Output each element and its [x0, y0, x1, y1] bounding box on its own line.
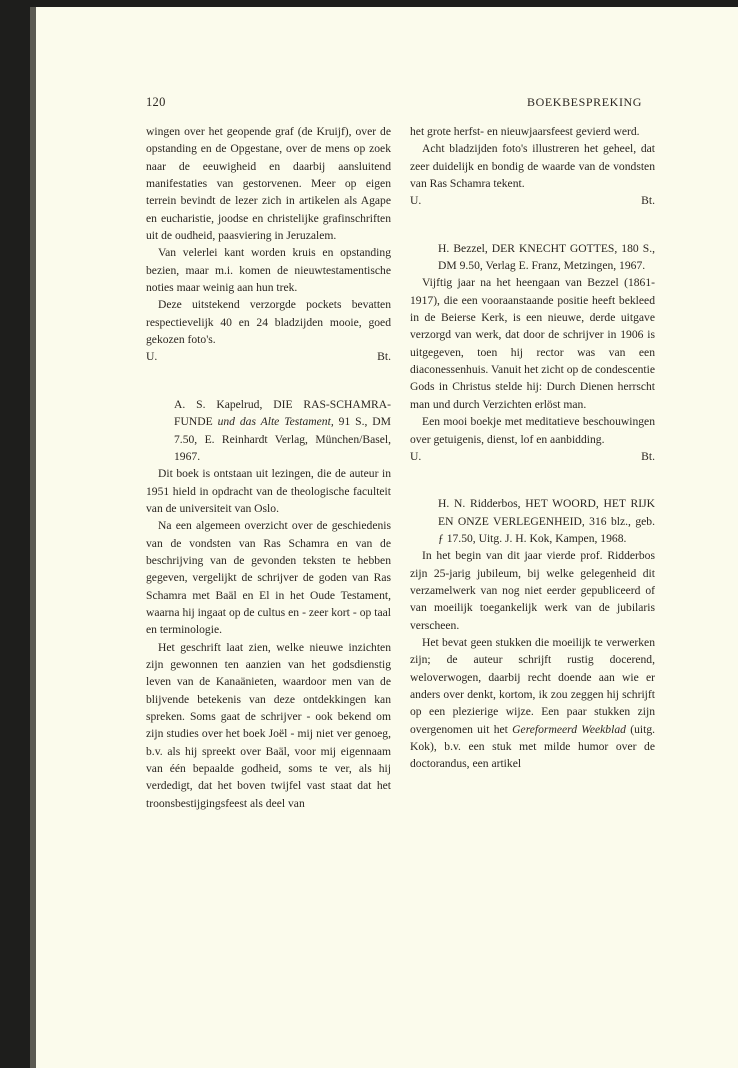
page-number: 120 [146, 95, 166, 109]
review1-paragraph-2: Van velerlei kant worden kruis en opstanding bezien, maar m.i. komen de nieuwtestamentische noties maar weinig aan hun trek. [146, 246, 391, 295]
right-column [410, 123, 655, 773]
review3-signature [410, 448, 655, 465]
review2-citation-details: 91 S., DM 7.50, E. Reinhardt Verlag, München/Basel, 1967. [174, 415, 391, 463]
scan-border-top [0, 0, 738, 7]
review1-sig-author: Bt. [377, 350, 391, 364]
review2-paragraph-2: Na een algemeen overzicht over de geschiedenis van de vondsten van Ras Schamra en van de beschrijving van de gevonden teksten te hebben gegeven, vergelijkt de schrijver de goden van Ras Schamra met Baäl en El in het Oude Testament, waarna hij ingaat op de cultus en - zeer kort - op taal en terminologie. [146, 519, 391, 637]
review2-citation [146, 396, 391, 465]
review4-citation: H. N. Ridderbos, HET WOORD, HET RIJK EN ONZE VERLEGENHEID, 316 blz., geb. ƒ 17.50, Uitg. J. H. Kok, Kampen, 1968. [438, 497, 655, 545]
review1-paragraph-3: Deze uitstekend verzorgde pockets bevatten respectievelijk 40 en 24 bladzijden mooie, goed gekozen foto's. [146, 298, 391, 347]
review3-citation: H. Bezzel, DER KNECHT GOTTES, 180 S., DM 9.50, Verlag E. Franz, Metzingen, 1967. [438, 241, 655, 273]
review4-periodical-title: Gereformeerd Weekblad [512, 722, 626, 736]
review3-sig-initial: U. [410, 449, 422, 463]
review1-signature [146, 348, 391, 365]
review4-paragraph-2-text: Het bevat geen stukken die moeilijk te verwerken zijn; de auteur schrijft rustig docerend, weloverwogen, daarbij recht doende aan wie er anders over denkt, kortom, ik zou zeggen hij schrijft op een plezierige wijze. Een paar stukken zijn overgenomen uit het [410, 635, 655, 736]
left-column [146, 123, 391, 812]
review2-paragraph-3: Het geschrift laat zien, welke nieuwe inzichten zijn gewonnen ten aanzien van het godsdienstig leven van de Kanaänieten, waardoor men van de blijvende betekenis van deze ontdekkingen kan spreken. Soms gaat de schrijver - ook bekend om zijn studies over het boek Joël - mij niet ver genoeg, b.v. als hij spreekt over Baäl, voor mij eigennaam van één bepaalde godheid, soms te ver, als hij verdedigt, dat het boven twijfel vast staat dat het troonsbestijgingsfeest als deel van [146, 640, 391, 810]
review4-paragraph-2 [410, 634, 655, 773]
review2-citation-italic: und das Alte Testament, [217, 415, 334, 429]
running-head: BOEKBESPREKING [527, 95, 643, 109]
scan-border-left [0, 0, 30, 1068]
review3-sig-author: Bt. [641, 449, 655, 463]
review2-paragraph-1: Dit boek is ontstaan uit lezingen, die de auteur in 1951 hield in opdracht van de theologische faculteit van de universiteit van Oslo. [146, 467, 391, 515]
review2-sig-author: Bt. [641, 194, 655, 208]
review2-continuation: het grote herfst- en nieuwjaarsfeest gevierd werd. [410, 125, 640, 138]
review2-paragraph-4: Acht bladzijden foto's illustreren het geheel, dat zeer duidelijk en bondig de waarde van de vondsten van Ras Schamra tekent. [410, 142, 655, 191]
review4-paragraph-1: In het begin van dit jaar vierde prof. Ridderbos zijn 25-jarig jubileum, bij welke gelegenheid dit verzamelwerk van nog niet eerder gepubliceerd of van moeilijk toegankelijk werk van de jubilaris verscheen. [410, 549, 655, 632]
review1-paragraph-1: wingen over het geopende graf (de Kruijf), over de opstanding en de Opgestane, over de mens op zoek naar de eeuwigheid en daarbij aansluitend manifestaties van gestorvenen. Meer op eigen terrein bevindt de lezer zich in artikelen als Agape en eucharistie, joodse en christelijke grafinschriften uit de oudheid, paasviering in Jeruzalem. [146, 125, 391, 243]
review2-signature [410, 192, 655, 209]
review3-paragraph-1: Vijftig jaar na het heengaan van Bezzel (1861-1917), die een vooraanstaande positie heeft bekleed in de Beierse Kerk, is een nieuwe, derde uitgave verzorgd van werk, dat door de schrijver in 1906 is uitgegeven, toen hij rector was van een diaconessenhuis. Vanuit het zicht op de condescentie Gods in Christus stelde hij: Durch Dienen herrscht man und durch Verzichten erlöst man. [410, 276, 655, 411]
review3-paragraph-2: Een mooi boekje met meditatieve beschouwingen over getuigenis, dienst, lof en aanbidding. [410, 415, 655, 446]
review2-sig-initial: U. [410, 194, 422, 208]
review1-sig-initial: U. [146, 350, 158, 364]
review2-citation-title: A. S. Kapelrud, DIE RAS-SCHAMRA-FUNDE [174, 397, 391, 429]
review4-paragraph-2-end: (uitg. Kok), b.v. een stuk met milde humor over de doctorandus, een artikel [410, 722, 656, 771]
